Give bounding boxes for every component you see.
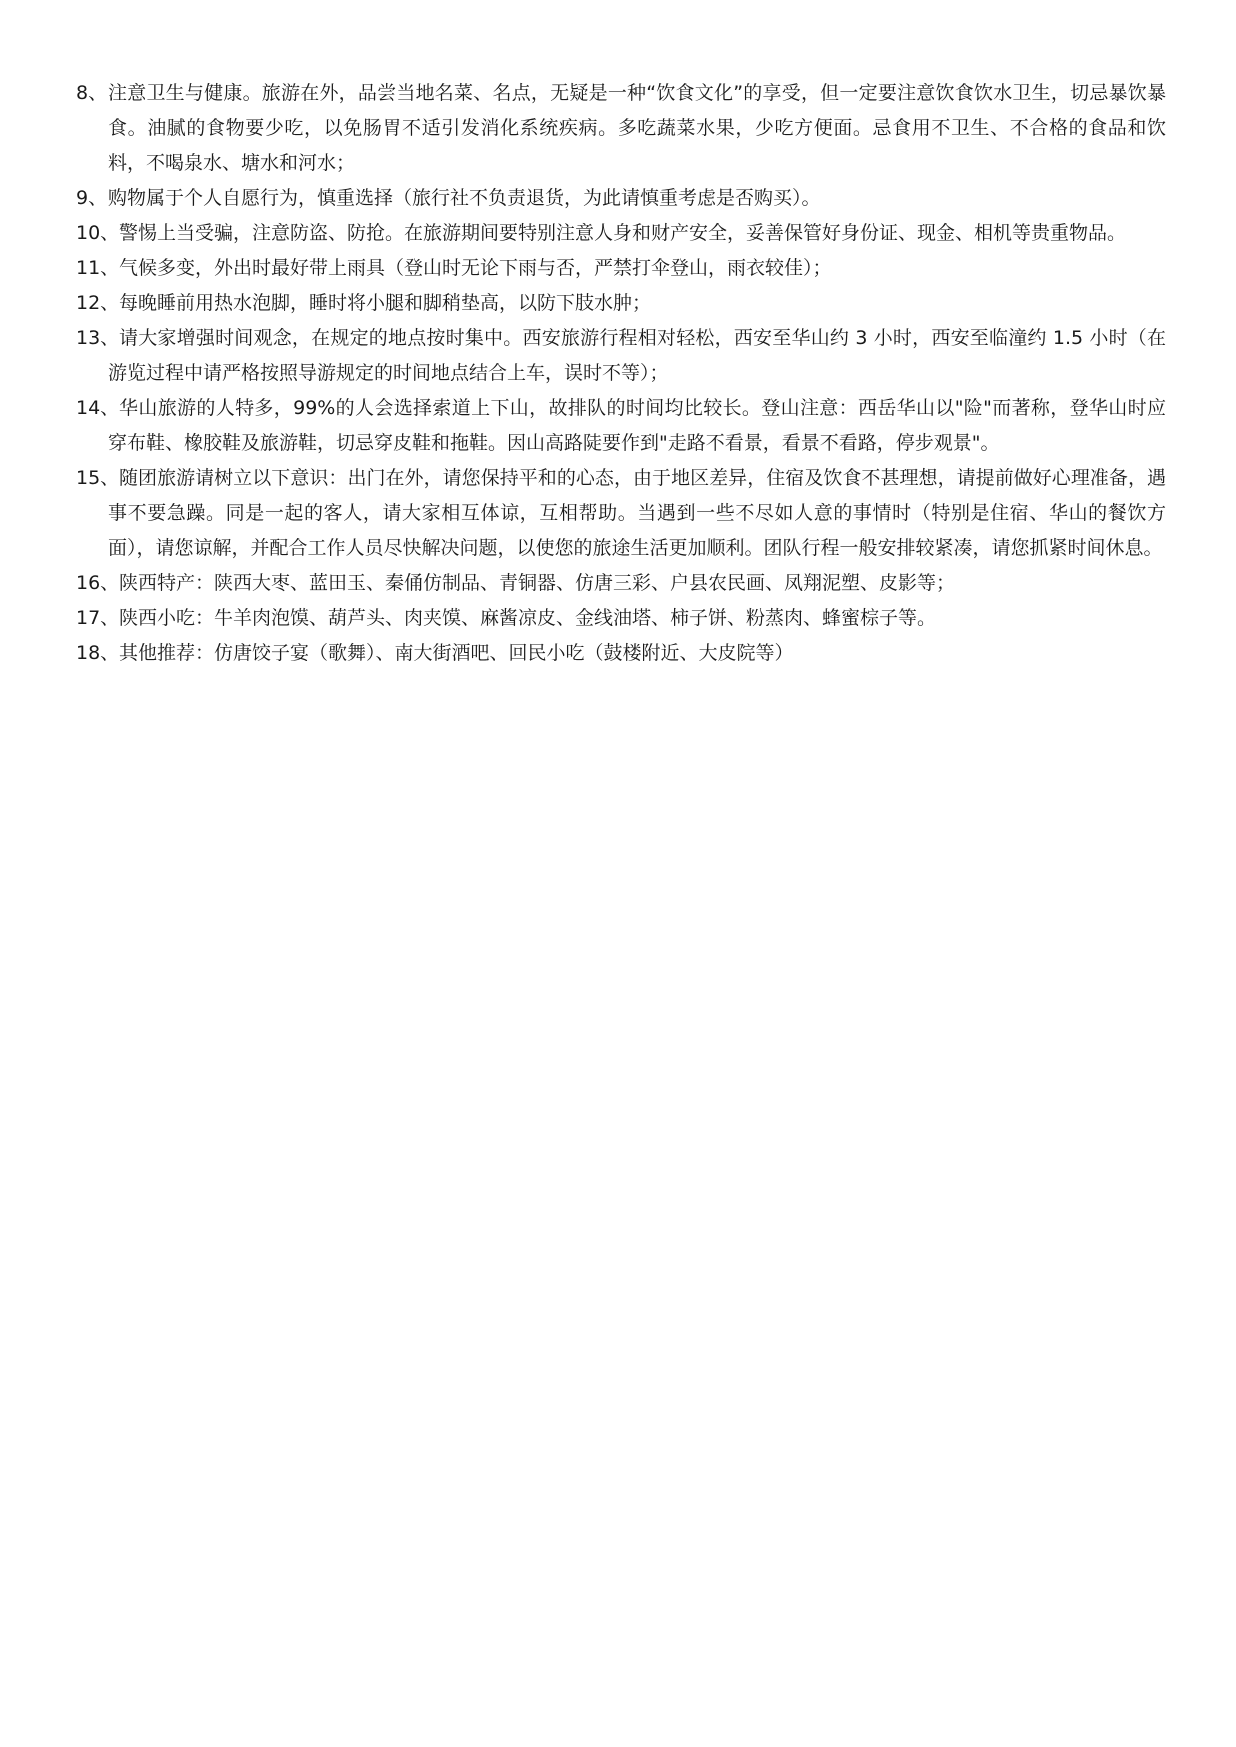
list-item bbox=[76, 566, 1166, 601]
travel-notes-list bbox=[76, 76, 1166, 671]
item-number: 12、 bbox=[76, 292, 120, 314]
list-item bbox=[76, 181, 1166, 216]
list-item bbox=[76, 76, 1166, 181]
item-number: 18、 bbox=[76, 642, 120, 664]
item-number: 13、 bbox=[76, 327, 120, 349]
item-text: 华山旅游的人特多，99%的人会选择索道上下山，故排队的时间均比较长。登山注意：西岳华山以"险"而著称，登华山时应穿布鞋、橡胶鞋及旅游鞋，切忌穿皮鞋和拖鞋。因山高路陡要作到"走路不看景，看景不看路，停步观景"。 bbox=[108, 397, 1166, 454]
item-text: 警惕上当受骗，注意防盗、防抢。在旅游期间要特别注意人身和财产安全，妥善保管好身份证、现金、相机等贵重物品。 bbox=[119, 222, 1127, 244]
item-text: 每晚睡前用热水泡脚，睡时将小腿和脚稍垫高，以防下肢水肿； bbox=[119, 292, 652, 314]
item-text: 请大家增强时间观念，在规定的地点按时集中。西安旅游行程相对轻松，西安至华山约 3 小时，西安至临潼约 1.5 小时（在游览过程中请严格按照导游规定的时间地点结合上车，误时不等）； bbox=[108, 327, 1166, 384]
item-text: 其他推荐：仿唐饺子宴（歌舞）、南大街酒吧、回民小吃（鼓楼附近、大皮院等） bbox=[119, 642, 794, 664]
list-item bbox=[76, 251, 1166, 286]
item-number: 11、 bbox=[76, 257, 120, 279]
item-number: 10、 bbox=[76, 222, 120, 244]
item-text: 注意卫生与健康。旅游在外，品尝当地名菜、名点，无疑是一种“饮食文化”的享受，但一定要注意饮食饮水卫生，切忌暴饮暴食。油腻的食物要少吃，以免肠胃不适引发消化系统疾病。多吃蔬菜水果，少吃方便面。忌食用不卫生、不合格的食品和饮料，不喝泉水、塘水和河水； bbox=[108, 82, 1166, 174]
list-item bbox=[76, 636, 1166, 671]
list-item bbox=[76, 391, 1166, 461]
item-number: 15、 bbox=[76, 467, 120, 489]
item-number: 9、 bbox=[76, 187, 108, 209]
item-number: 16、 bbox=[76, 572, 120, 594]
list-item bbox=[76, 216, 1166, 251]
list-item bbox=[76, 321, 1166, 391]
item-text: 陕西小吃：牛羊肉泡馍、葫芦头、肉夹馍、麻酱凉皮、金线油塔、柿子饼、粉蒸肉、蜂蜜棕子等。 bbox=[119, 607, 937, 629]
item-number: 14、 bbox=[76, 397, 120, 419]
item-text: 气候多变，外出时最好带上雨具（登山时无论下雨与否，严禁打伞登山，雨衣较佳）； bbox=[119, 257, 832, 279]
list-item bbox=[76, 286, 1166, 321]
item-text: 陕西特产：陕西大枣、蓝田玉、秦俑仿制品、青铜器、仿唐三彩、户县农民画、凤翔泥塑、皮影等； bbox=[119, 572, 956, 594]
list-item bbox=[76, 601, 1166, 636]
item-number: 17、 bbox=[76, 607, 120, 629]
item-text: 随团旅游请树立以下意识：出门在外，请您保持平和的心态，由于地区差异，住宿及饮食不甚理想，请提前做好心理准备，遇事不要急躁。同是一起的客人，请大家相互体谅，互相帮助。当遇到一些不尽如人意的事情时（特别是住宿、华山的餐饮方面），请您谅解，并配合工作人员尽快解决问题，以使您的旅途生活更加顺利。团队行程一般安排较紧凑，请您抓紧时间休息。 bbox=[108, 467, 1166, 559]
list-item bbox=[76, 461, 1166, 566]
item-number: 8、 bbox=[76, 82, 108, 104]
item-text: 购物属于个人自愿行为，慎重选择（旅行社不负责退货，为此请慎重考虑是否购买）。 bbox=[108, 187, 821, 209]
